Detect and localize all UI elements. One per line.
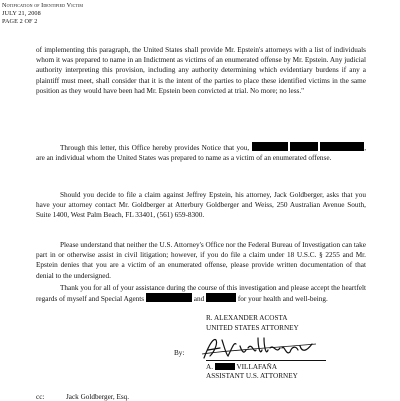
signer-title: ASSISTANT U.S. ATTORNEY (206, 372, 298, 380)
quoted-agreement-paragraph: of implementing this paragraph, the United States shall provide Mr. Epstein's attorneys with a list of individuals whom it was prepared to name in an Indictment as victims of an enumerated offense by Mr. Epstein. Any judicial authority interpreting this provision, including any authority determining which evidentiary burdens if any a plaintiff must meet, shall consider that it is the intent of the parties to place these identified victims in the same position as they would have been had Mr. Epstein been convicted at trial. No more; no less." (36, 46, 366, 95)
header-notification: Notification of Identified Victim (2, 2, 84, 9)
notice-paragraph: Through this letter, this Office hereby provides Notice that you, , are an individual whom the United States was prepared to name as a victim of an enumerated offense. (36, 144, 367, 163)
redacted-signer-middle (215, 363, 235, 370)
civil-litigation-paragraph: Please understand that neither the U.S. Attorney's Office nor the Federal Bureau of Investigation can take part in or otherwise assist in civil litigation; however, if you do file a claim under 18 U.S.C. § 2255 and Mr. Epstein denies that you are a victim of an enumerated offense, please provide written documentation of that denial to the undersigned. (36, 241, 366, 280)
cc-label: cc: (36, 393, 45, 401)
redacted-agent-2 (206, 293, 236, 302)
handwritten-signature-icon (200, 336, 320, 362)
by-label: By: (174, 349, 185, 357)
claim-paragraph: Should you decide to file a claim against Jeffrey Epstein, his attorney, Jack Goldberger, asks that you have your attorney contact Mr. Goldberger at Atterbury Goldberger and Weiss, 250 Australian Avenue South, Suite 1400, West Palm Beach, FL 33401, (561) 659-8300. (36, 191, 366, 220)
us-attorney-name: R. ALEXANDER ACOSTA (206, 314, 288, 322)
redacted-name-2 (290, 142, 318, 151)
redacted-name-3 (320, 142, 364, 151)
redacted-name-1 (252, 142, 288, 151)
header-page-number: PAGE 2 OF 2 (2, 18, 38, 25)
cc-recipient: Jack Goldberger, Esq. (66, 393, 130, 401)
us-attorney-title: UNITED STATES ATTORNEY (206, 324, 299, 332)
signature-line (206, 360, 326, 361)
thanks-paragraph: Thank you for all of your assistance during the course of this investigation and please accept the heartfelt regards of myself and Special Agents and for your health and well-being. (36, 284, 366, 304)
redacted-agent-1 (146, 293, 192, 302)
signer-name: A. VILLAFAÑA (206, 363, 278, 371)
header-date: JULY 21, 2008 (2, 10, 41, 17)
